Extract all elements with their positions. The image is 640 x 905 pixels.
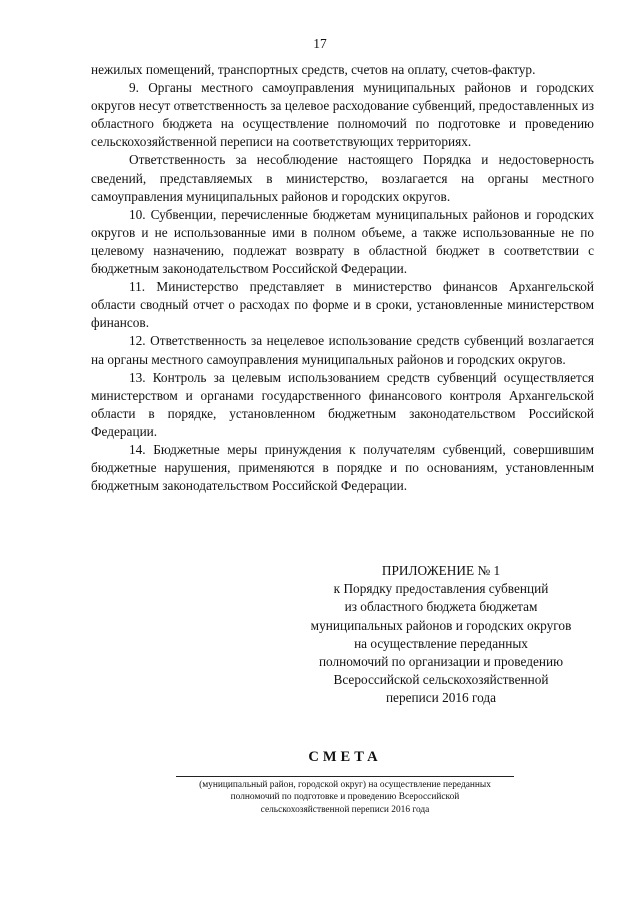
paragraph-item-10: 10. Субвенции, перечисленные бюджетам муниципальных районов и городских округов и не использованные ими в полном объеме, а также использованные не по целевому назначению, подлежат возврату в областной бюджет в соответствии с бюджетным законодательством Российской Федерации.: [91, 206, 594, 277]
smeta-title: СМЕТА: [308, 749, 382, 765]
paragraph-responsibility: Ответственность за несоблюдение настоящего Порядка и недостоверность сведений, представляемых в министерство, возлагается на органы местного самоуправления муниципальных районов и городских округов.: [91, 152, 594, 204]
paragraph-continuation: нежилых помещений, транспортных средств, счетов на оплату, счетов-фактур.: [91, 62, 536, 77]
paragraph-item-12: 12. Ответственность за нецелевое использование средств субвенций возлагается на органы местного самоуправления муниципальных районов и городских округов.: [91, 333, 594, 367]
paragraph-item-13: 13. Контроль за целевым использованием средств субвенций осуществляется министерством и органами государственного финансового контроля Архангельской области в порядке, установленном бюджетным законодательством Российской Федерации.: [91, 369, 594, 439]
appendix-subtitle: к Порядку предоставления субвенций из областного бюджета бюджетам муниципальных районов и городских округов на осуществление переданных полномочий по организации и проведению Всероссийской сельскохозяйственной переписи 2016 года: [310, 581, 572, 706]
paragraph-item-11: 11. Министерство представляет в министерство финансов Архангельской области сводный отчет о расходах по форме и в сроки, установленные министерством финансов.: [91, 279, 594, 331]
paragraph-item-9: 9. Органы местного самоуправления муниципальных районов и городских округов несут ответственность за целевое расходование субвенций, предоставленных из областного бюджета на осуществление полномочий по подготовке и проведению сельскохозяйственной переписи на соответствующих территориях.: [91, 80, 594, 150]
appendix-header: [296, 562, 586, 708]
paragraph-item-14: 14. Бюджетные меры принуждения к получателям субвенций, совершившим бюджетные нарушения, применяются в порядке и по основаниям, установленным бюджетным законодательством Российской Федерации.: [91, 441, 594, 494]
page-number: 17: [313, 36, 327, 51]
document-body: [91, 61, 594, 495]
smeta-caption: (муниципальный район, городской округ) на осуществление переданных полномочий по подготовке и проведению Всероссийской сельскохозяйственной переписи 2016 года: [199, 780, 491, 815]
appendix-title: ПРИЛОЖЕНИЕ № 1: [381, 563, 501, 578]
fill-in-line: [176, 776, 514, 777]
